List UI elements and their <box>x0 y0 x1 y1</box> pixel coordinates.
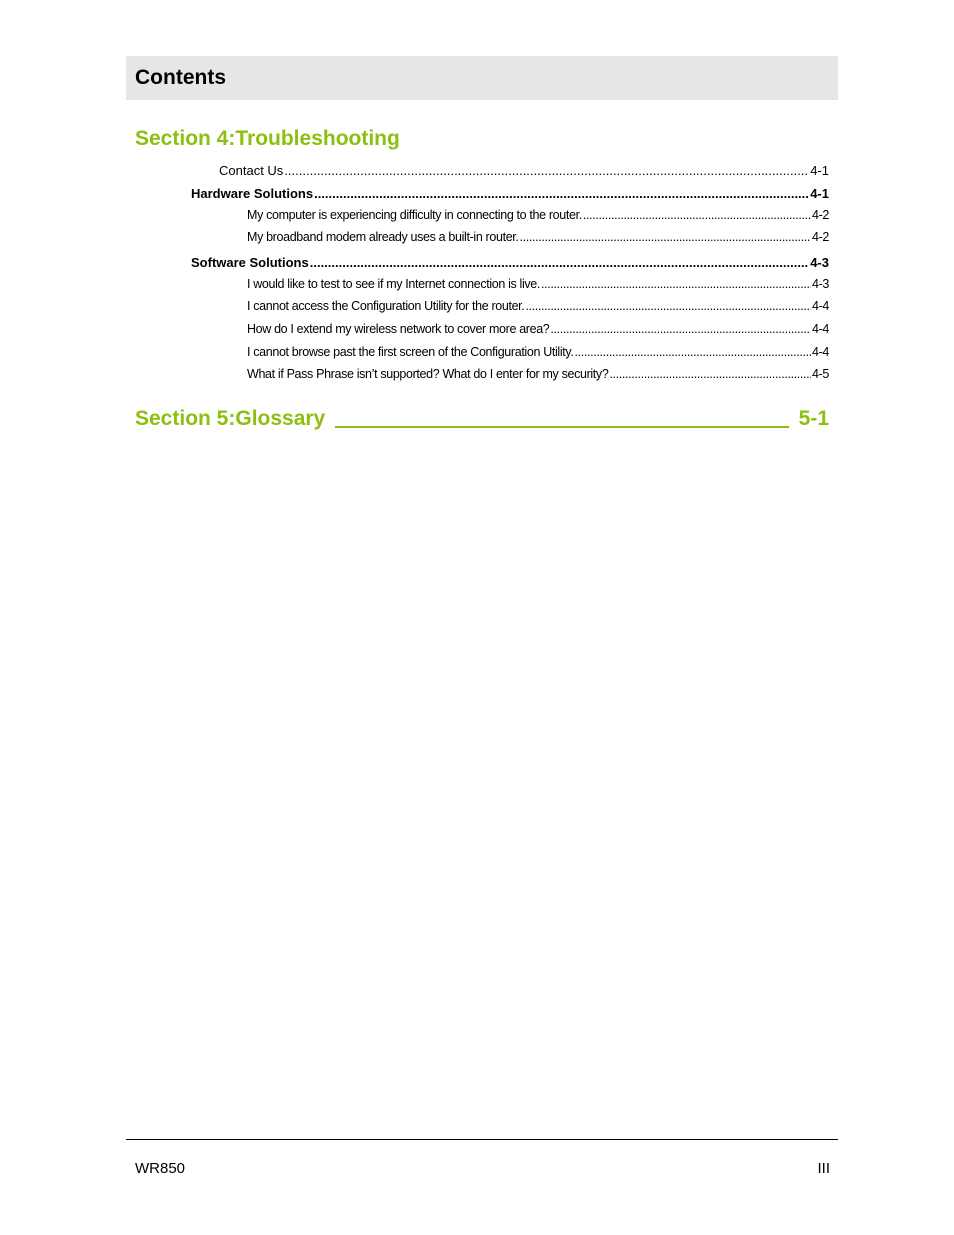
footer-page-number: III <box>817 1160 830 1177</box>
toc-entry-pass-phrase[interactable] <box>247 367 829 381</box>
toc-entry-title: I cannot access the Configuration Utility for the router. <box>247 299 525 313</box>
toc-page-number: 4-1 <box>810 186 829 201</box>
toc-leader-dots <box>284 163 809 178</box>
toc-page-number: 4-3 <box>810 255 829 270</box>
toc-page-number: 4-2 <box>811 230 829 244</box>
toc-entry-title: My computer is experiencing difficulty in connecting to the router. <box>247 208 582 222</box>
toc-entry-contact-us[interactable] <box>219 163 829 178</box>
toc-page-number: 4-1 <box>810 163 829 178</box>
page-title: Contents <box>135 66 226 89</box>
toc-entry-title: How do I extend my wireless network to cover more area? <box>247 322 550 336</box>
footer-model-name: WR850 <box>135 1160 186 1177</box>
toc-leader-dots <box>520 230 811 244</box>
toc-entry-builtin-router[interactable] <box>247 230 829 244</box>
toc-entry-title: Contact Us <box>219 163 284 178</box>
section-5-leader-rule <box>335 426 788 428</box>
toc-entry-title: Hardware Solutions <box>191 186 314 201</box>
toc-page-number: 4-4 <box>811 322 829 336</box>
toc-leader-dots <box>525 299 811 313</box>
toc-entry-test-internet[interactable] <box>247 277 829 291</box>
toc-leader-dots <box>609 367 811 381</box>
toc-page-number: 4-4 <box>811 345 829 359</box>
toc-leader-dots <box>583 208 811 222</box>
section-4-heading[interactable]: Section 4:Troubleshooting <box>135 127 400 150</box>
section-5-page-number: 5-1 <box>798 407 829 430</box>
toc-entry-software-solutions[interactable] <box>191 255 829 270</box>
toc-entry-browse-first-screen[interactable] <box>247 345 829 359</box>
toc-page-number: 4-3 <box>811 277 829 291</box>
toc-page-number: 4-5 <box>811 367 829 381</box>
toc-entry-extend-wireless[interactable] <box>247 322 829 336</box>
toc-leader-dots <box>310 255 809 270</box>
toc-leader-dots <box>541 277 811 291</box>
toc-entry-title: My broadband modem already uses a built-in router. <box>247 230 519 244</box>
toc-entry-hardware-solutions[interactable] <box>191 186 829 201</box>
toc-leader-dots <box>550 322 811 336</box>
toc-entry-config-utility-access[interactable] <box>247 299 829 313</box>
toc-page-number: 4-4 <box>811 299 829 313</box>
toc-entry-title: Software Solutions <box>191 255 309 270</box>
toc-entry-title: What if Pass Phrase isn’t supported? What do I enter for my security? <box>247 367 609 381</box>
section-5-title: Section 5:Glossary <box>135 407 326 430</box>
section-5-heading[interactable] <box>135 407 829 431</box>
toc-entry-title: I cannot browse past the first screen of the Configuration Utility. <box>247 345 574 359</box>
toc-leader-dots <box>575 345 811 359</box>
toc-entry-computer-difficulty[interactable] <box>247 208 829 222</box>
toc-entry-title: I would like to test to see if my Internet connection is live. <box>247 277 541 291</box>
contents-header-bar <box>126 56 838 100</box>
toc-leader-dots <box>314 186 809 201</box>
toc-page-number: 4-2 <box>811 208 829 222</box>
footer-rule <box>126 1139 838 1140</box>
